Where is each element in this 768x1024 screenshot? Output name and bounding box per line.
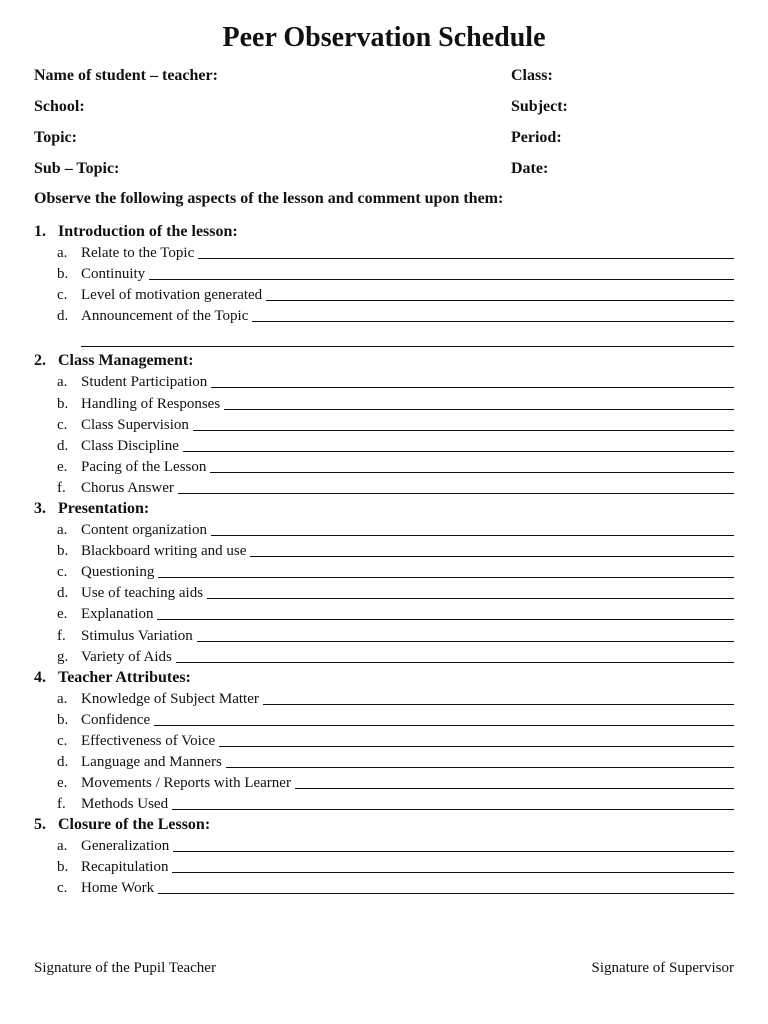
item-label: Questioning	[81, 564, 155, 581]
header-row-1	[34, 67, 734, 91]
item-label: Relate to the Topic	[81, 245, 195, 262]
comment-line[interactable]	[157, 619, 734, 620]
comment-line-extra[interactable]	[81, 326, 734, 347]
student-teacher-label: Name of student – teacher:	[34, 67, 218, 84]
comment-line[interactable]	[178, 493, 734, 494]
item-letter: b.	[57, 859, 69, 876]
section	[34, 814, 734, 898]
list-item	[34, 709, 734, 730]
comment-line[interactable]	[210, 472, 734, 473]
section	[34, 221, 734, 347]
comment-line[interactable]	[172, 872, 734, 873]
date-label: Date:	[511, 160, 549, 177]
list-item	[34, 603, 734, 624]
comment-line[interactable]	[154, 725, 734, 726]
item-label: Chorus Answer	[81, 479, 174, 496]
item-letter: b.	[57, 711, 69, 728]
item-label: Announcement of the Topic	[81, 308, 249, 325]
list-item	[34, 242, 734, 263]
list-item	[34, 435, 734, 456]
list-item	[34, 477, 734, 498]
list-item	[34, 582, 734, 603]
item-letter: c.	[57, 564, 68, 581]
comment-line[interactable]	[172, 809, 734, 810]
item-letter: g.	[57, 648, 69, 665]
section-heading: Presentation:	[58, 499, 150, 517]
comment-line[interactable]	[211, 387, 734, 388]
comment-line[interactable]	[266, 300, 734, 301]
section-number: 3.	[34, 499, 46, 517]
section-heading: Closure of the Lesson:	[58, 816, 211, 834]
comment-line[interactable]	[183, 451, 734, 452]
item-letter: f.	[57, 796, 66, 813]
item-letter: b.	[57, 543, 69, 560]
period-label: Period:	[511, 129, 562, 146]
item-label: Confidence	[81, 711, 151, 728]
comment-line[interactable]	[207, 598, 734, 599]
item-letter: c.	[57, 880, 68, 897]
item-letter: c.	[57, 287, 68, 304]
comment-line[interactable]	[250, 556, 734, 557]
list-item	[34, 263, 734, 284]
list-item	[34, 877, 734, 898]
item-label: Variety of Aids	[81, 648, 172, 665]
comment-line[interactable]	[176, 662, 734, 663]
comment-line[interactable]	[198, 258, 734, 259]
item-label: Student Participation	[81, 374, 208, 391]
item-label: Level of motivation generated	[81, 287, 263, 304]
list-item	[34, 793, 734, 814]
list-item	[34, 414, 734, 435]
section-heading: Introduction of the lesson:	[58, 223, 238, 240]
section	[34, 667, 734, 815]
item-letter: a.	[57, 374, 68, 391]
item-letter: f.	[57, 627, 66, 644]
list-item	[34, 646, 734, 667]
header-row-2	[34, 98, 734, 122]
section-number: 1.	[34, 223, 46, 240]
subject-label: Subject:	[511, 98, 568, 115]
topic-label: Topic:	[34, 129, 77, 146]
list-item	[34, 772, 734, 793]
list-item	[34, 561, 734, 582]
item-label: Effectiveness of Voice	[81, 732, 216, 749]
item-label: Recapitulation	[81, 859, 169, 876]
comment-line[interactable]	[158, 893, 734, 894]
item-label: Handling of Responses	[81, 395, 221, 412]
comment-line[interactable]	[173, 851, 734, 852]
item-label: Language and Manners	[81, 753, 222, 770]
page-title: Peer Observation Schedule	[222, 22, 546, 53]
sections-list	[34, 221, 734, 898]
section-heading: Teacher Attributes:	[58, 668, 191, 686]
section-number: 4.	[34, 668, 46, 686]
item-label: Use of teaching aids	[81, 585, 204, 602]
item-label: Movements / Reports with Learner	[81, 775, 291, 792]
item-letter: a.	[57, 522, 68, 539]
supervisor-signature: Signature of Supervisor	[591, 960, 734, 976]
item-label: Explanation	[81, 606, 154, 623]
list-item	[34, 540, 734, 561]
section-heading: Class Management:	[58, 352, 194, 370]
item-letter: a.	[57, 838, 68, 855]
section	[34, 350, 734, 498]
item-letter: e.	[57, 606, 68, 623]
item-letter: c.	[57, 416, 68, 433]
item-letter: a.	[57, 690, 68, 707]
section-title	[34, 498, 734, 519]
list-item	[34, 835, 734, 856]
item-label: Generalization	[81, 838, 170, 855]
comment-line[interactable]	[211, 535, 734, 536]
section	[34, 498, 734, 667]
item-label: Blackboard writing and use	[81, 543, 247, 560]
item-letter: f.	[57, 479, 66, 496]
item-label: Continuity	[81, 266, 146, 283]
item-letter: e.	[57, 458, 68, 475]
list-item	[34, 392, 734, 413]
comment-line[interactable]	[158, 577, 734, 578]
item-letter: a.	[57, 245, 68, 262]
item-label: Home Work	[81, 880, 155, 897]
item-letter: e.	[57, 775, 68, 792]
comment-line[interactable]	[226, 767, 734, 768]
list-item	[34, 624, 734, 645]
list-item	[34, 456, 734, 477]
section-title	[34, 814, 734, 835]
item-label: Pacing of the Lesson	[81, 458, 207, 475]
section-title	[34, 350, 734, 371]
sub-topic-label: Sub – Topic:	[34, 160, 120, 177]
item-letter: d.	[57, 308, 69, 325]
comment-line[interactable]	[252, 321, 734, 322]
pupil-teacher-signature: Signature of the Pupil Teacher	[34, 960, 216, 976]
item-letter: d.	[57, 437, 69, 454]
list-item	[34, 688, 734, 709]
item-label: Stimulus Variation	[81, 627, 193, 644]
item-label: Knowledge of Subject Matter	[81, 690, 259, 707]
item-label: Class Supervision	[81, 416, 189, 433]
comment-line[interactable]	[224, 409, 734, 410]
comment-line[interactable]	[219, 746, 734, 747]
item-letter: b.	[57, 395, 69, 412]
class-label: Class:	[511, 67, 553, 84]
header-row-3	[34, 129, 734, 153]
item-letter: c.	[57, 732, 68, 749]
comment-line[interactable]	[263, 704, 734, 705]
list-item	[34, 284, 734, 305]
section-number: 5.	[34, 816, 46, 834]
list-item	[34, 751, 734, 772]
item-letter: b.	[57, 266, 69, 283]
list-item	[34, 519, 734, 540]
list-item	[34, 730, 734, 751]
school-label: School:	[34, 98, 85, 115]
item-letter: d.	[57, 585, 69, 602]
comment-line[interactable]	[149, 279, 734, 280]
comment-line[interactable]	[197, 641, 734, 642]
section-title	[34, 667, 734, 688]
item-letter: d.	[57, 753, 69, 770]
item-label: Methods Used	[81, 796, 169, 813]
item-label: Class Discipline	[81, 437, 179, 454]
section-title	[34, 221, 734, 242]
list-item	[34, 305, 734, 326]
instructions: Observe the following aspects of the lesson and comment upon them:	[34, 190, 504, 207]
list-item	[34, 856, 734, 877]
header-row-4	[34, 160, 734, 184]
section-number: 2.	[34, 352, 46, 370]
list-item	[34, 371, 734, 392]
item-label: Content organization	[81, 522, 207, 539]
comment-line[interactable]	[193, 430, 734, 431]
comment-line[interactable]	[295, 788, 734, 789]
